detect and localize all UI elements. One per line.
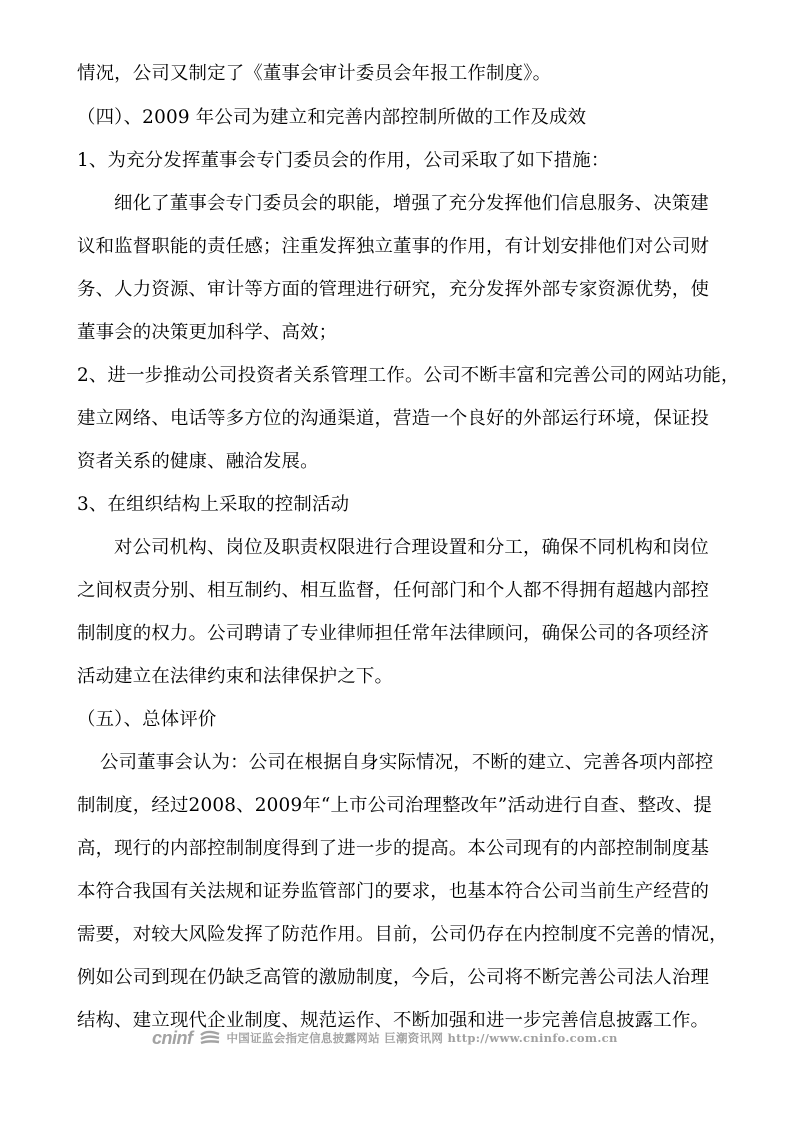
list-item-3-heading: 3、在组织结构上采取的控制活动 bbox=[77, 494, 350, 515]
paragraph-line: 情况，公司又制定了《董事会审计委员会年报工作制度》。 bbox=[77, 63, 552, 84]
cninfo-logo-icon bbox=[199, 1030, 221, 1046]
footer-note: 中国证监会指定信息披露网站 巨潮资讯网 http://www.cninfo.com.cn bbox=[226, 1031, 618, 1045]
paragraph-line: 建立网络、电话等多方位的沟通渠道，营造一个良好的外部运行环境，保证投 bbox=[77, 408, 710, 429]
list-item-2: 2、进一步推动公司投资者关系管理工作。公司不断丰富和完善公司的网站功能， bbox=[77, 365, 740, 386]
section-heading-4: （四）、2009 年公司为建立和完善内部控制所做的工作及成效 bbox=[77, 107, 587, 128]
list-item-1-heading: 1、为充分发挥董事会专门委员会的作用，公司采取了如下措施： bbox=[77, 150, 610, 171]
paragraph-line: 公司董事会认为：公司在根据自身实际情况，不断的建立、完善各项内部控 bbox=[100, 752, 714, 773]
paragraph-line: 董事会的决策更加科学、高效； bbox=[77, 322, 338, 343]
paragraph-line: 对公司机构、岗位及职责权限进行合理设置和分工，确保不同机构和岗位 bbox=[114, 537, 709, 558]
paragraph-line: 议和监督职能的责任感；注重发挥独立董事的作用，有计划安排他们对公司财 bbox=[77, 236, 710, 257]
paragraph-line: 结构、建立现代企业制度、规范运作、不断加强和进一步完善信息披露工作。 bbox=[77, 1010, 710, 1031]
paragraph-line: 需要，对较大风险发挥了防范作用。目前，公司仍存在内控制度不完善的情况， bbox=[77, 924, 728, 945]
paragraph-line: 之间权责分别、相互制约、相互监督，任何部门和个人都不得拥有超越内部控 bbox=[77, 580, 710, 601]
footer-watermark bbox=[152, 1028, 618, 1048]
paragraph-line: 制制度，经过2008、2009年“上市公司治理整改年”活动进行自查、整改、提 bbox=[77, 795, 712, 816]
paragraph-line: 细化了董事会专门委员会的职能，增强了充分发挥他们信息服务、决策建 bbox=[114, 193, 709, 214]
section-heading-5: （五）、总体评价 bbox=[77, 709, 217, 730]
paragraph-line: 例如公司到现在仍缺乏高管的激励制度，今后，公司将不断完善公司法人治理 bbox=[77, 967, 710, 988]
paragraph-line: 制制度的权力。公司聘请了专业律师担任常年法律顾问，确保公司的各项经济 bbox=[77, 623, 710, 644]
paragraph-line: 高，现行的内部控制制度得到了进一步的提高。本公司现有的内部控制制度基 bbox=[77, 838, 710, 859]
paragraph-line: 务、人力资源、审计等方面的管理进行研究，充分发挥外部专家资源优势，使 bbox=[77, 279, 710, 300]
paragraph-line: 资者关系的健康、融洽发展。 bbox=[77, 451, 319, 472]
paragraph-line: 本符合我国有关法规和证券监管部门的要求，也基本符合公司当前生产经营的 bbox=[77, 881, 710, 902]
paragraph-line: 活动建立在法律约束和法律保护之下。 bbox=[77, 666, 394, 687]
cninfo-brand: cninf bbox=[152, 1027, 193, 1048]
